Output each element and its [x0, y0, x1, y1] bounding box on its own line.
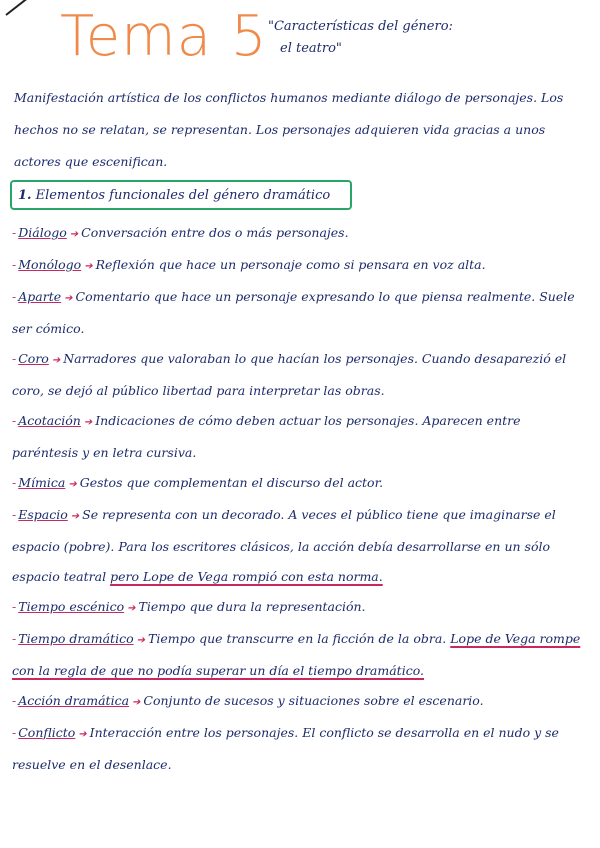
- section-heading-box: [10, 180, 352, 210]
- definition-term: Coro: [18, 351, 49, 366]
- dash-mark: -: [12, 413, 17, 428]
- definition-text: Narradores que valoraban lo que hacían los personajes. Cuando desaparezió el coro, se dejó al público libertad para interpretar las obras.: [12, 351, 567, 398]
- definition-term: Acotación: [18, 413, 81, 428]
- arrow-icon: ➔: [84, 261, 93, 272]
- dash-mark: -: [12, 289, 17, 304]
- definition-item: [12, 624, 590, 686]
- definition-item: [12, 282, 590, 344]
- definition-term: Aparte: [18, 289, 62, 304]
- definition-item: [12, 250, 590, 282]
- intro-paragraph: Manifestación artística de los conflictos humanos mediante diálogo de personajes. Los hechos no se relatan, se representan. Los personajes adquieren vida gracias a unos actores que escenifican.: [14, 90, 564, 169]
- definition-term: Espacio: [18, 507, 68, 522]
- dash-mark: -: [12, 475, 17, 490]
- highlighted-note: Lope de Vega rompe con la regla de que no podía superar un día el tiempo dramático.: [12, 631, 581, 678]
- arrow-icon: ➔: [83, 417, 93, 428]
- definition-text: Interacción entre los personajes. El conflicto se desarrolla en el nudo y se resuelve en el desenlace.: [12, 725, 559, 772]
- definition-text: Conversación entre dos o más personajes.: [81, 225, 349, 240]
- arrow-icon: ➔: [64, 293, 73, 304]
- pen-stroke-mark: [5, 0, 30, 16]
- definition-item: [12, 468, 590, 500]
- arrow-icon: ➔: [70, 511, 80, 522]
- dash-mark: -: [12, 693, 17, 708]
- subtitle-line-1: "Características del género:: [268, 19, 453, 34]
- definition-text: Tiempo que dura la representación.: [138, 599, 366, 614]
- definition-text: Gestos que complementan el discurso del actor.: [79, 475, 384, 490]
- definition-item: [12, 406, 590, 468]
- dash-mark: -: [12, 225, 17, 240]
- definition-term: Tiempo dramático: [18, 631, 134, 646]
- definition-item: [12, 218, 590, 250]
- definition-term: Mímica: [18, 475, 66, 490]
- definition-item: [12, 500, 590, 592]
- definition-term: Conflicto: [18, 725, 76, 740]
- definition-item: [12, 686, 590, 718]
- definition-term: Diálogo: [18, 225, 67, 240]
- definition-item: [12, 592, 590, 624]
- section-heading: Elementos funcionales del género dramático: [35, 187, 331, 203]
- page-title: Tema 5: [60, 4, 268, 69]
- definition-list: [12, 218, 590, 780]
- definition-text: Reflexión que hace un personaje como si pensara en voz alta.: [95, 257, 486, 272]
- arrow-icon: ➔: [51, 355, 61, 366]
- definition-text: Indicaciones de cómo deben actuar los personajes. Aparecen entre paréntesis y en letra cursiva.: [12, 413, 521, 460]
- dash-mark: -: [12, 507, 17, 522]
- definition-term: Acción dramática: [18, 693, 130, 708]
- definition-text: Tiempo que transcurre en la ficción de la obra.: [148, 631, 447, 646]
- subtitle-line-2: el teatro": [280, 41, 342, 56]
- section-number: 1.: [18, 187, 32, 203]
- definition-text: Conjunto de sucesos y situaciones sobre el escenario.: [143, 693, 484, 708]
- arrow-icon: ➔: [68, 479, 77, 490]
- arrow-icon: ➔: [127, 603, 136, 614]
- definition-item: [12, 344, 590, 406]
- dash-mark: -: [12, 725, 17, 740]
- dash-mark: -: [12, 257, 17, 272]
- highlighted-note: pero Lope de Vega rompió con esta norma.: [110, 569, 383, 584]
- definition-term: Monólogo: [18, 257, 82, 272]
- definition-text: Se representa con un decorado. A veces el público tiene que imaginarse el espacio (pobre). Para los escritores clásicos, la acción debía desarrollarse en un sólo espacio teatral: [12, 507, 556, 584]
- definition-term: Tiempo escénico: [18, 599, 125, 614]
- arrow-icon: ➔: [69, 229, 79, 240]
- arrow-icon: ➔: [132, 697, 141, 708]
- definition-item: [12, 718, 590, 780]
- arrow-icon: ➔: [78, 729, 87, 740]
- definition-text: Comentario que hace un personaje expresando lo que piensa realmente. Suele ser cómico.: [12, 289, 575, 336]
- dash-mark: -: [12, 351, 17, 366]
- arrow-icon: ➔: [136, 635, 145, 646]
- page-subtitle: [268, 16, 488, 60]
- dash-mark: -: [12, 631, 17, 646]
- dash-mark: -: [12, 599, 17, 614]
